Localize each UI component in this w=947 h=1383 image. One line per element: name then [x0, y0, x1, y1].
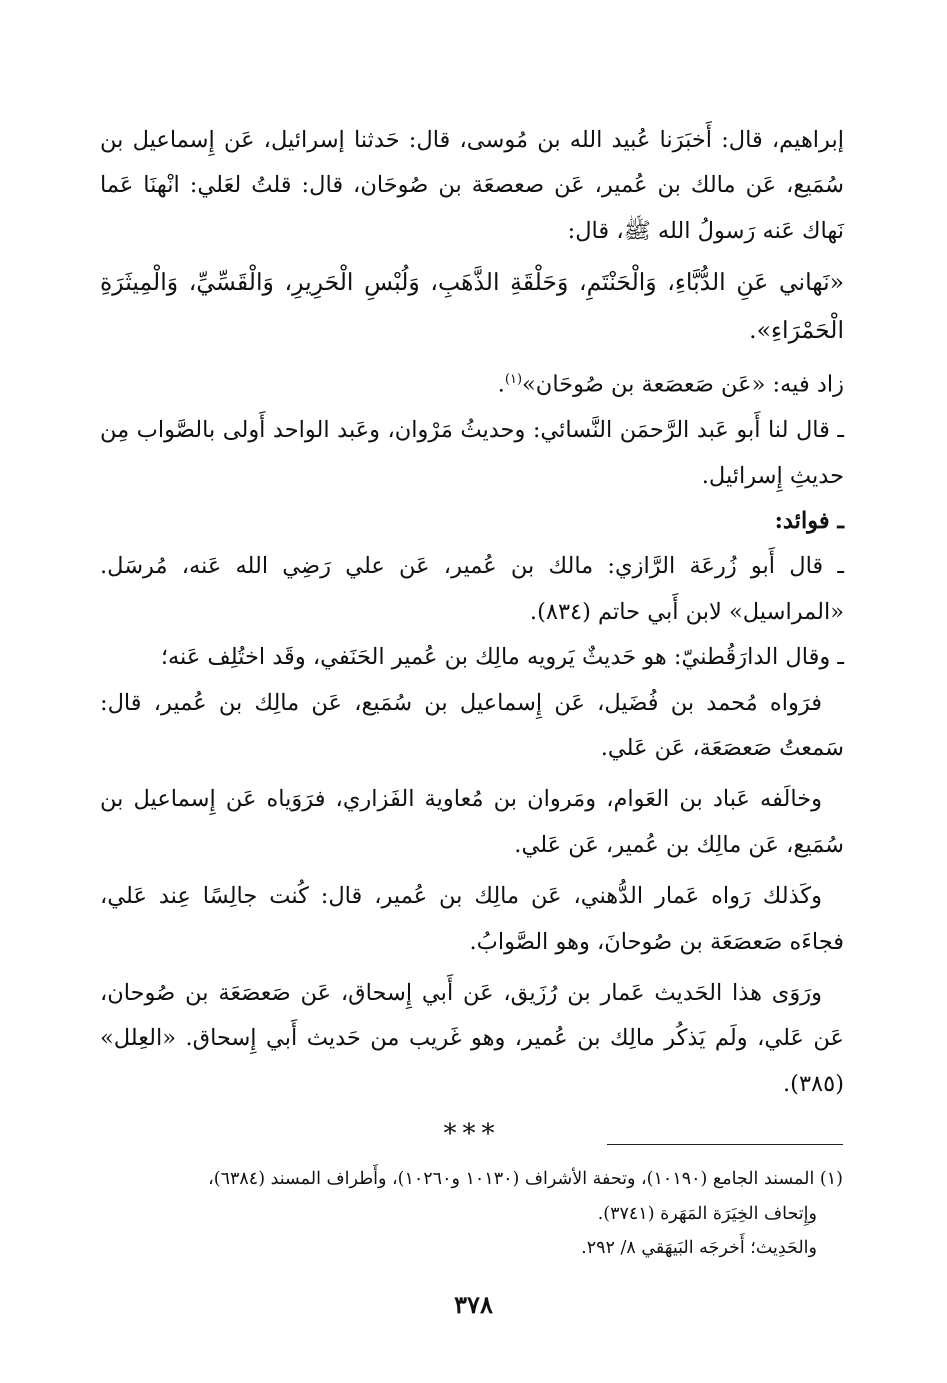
section-separator-stars: *** — [443, 1119, 501, 1150]
page-number: ٣٧٨ — [454, 1290, 493, 1319]
paragraph-nasai: ـ قال لنا أَبو عَبد الرَّحمَن النَّسائي: وحديثُ مَرْوان، وعَبد الواحد أَولى بالصَّواب مِن حديثِ إِسرائيل. — [100, 417, 844, 489]
paragraph-rawa: ورَوَى هذا الحَديث عَمار بن رُزَيق، عَن أَبي إِسحاق، عَن صَعصَعَة بن صُوحان، عَن عَلي، ولَم يَذكُر مالِك بن عُمير، وهو غَريب من حَديث أَبي إِسحاق. «العِلل» (٣٨٥). — [100, 980, 844, 1097]
footnote-1-line-3: والحَدِيث؛ أَخرجَه البَيهَقي ٨/ ٢٩٢. — [581, 1238, 817, 1258]
footnote-divider — [607, 1144, 843, 1145]
footnote-1-line-2: وإِتحاف الخِيَرَة المَهَرة (٣٧٤١). — [597, 1203, 817, 1224]
footnotes — [100, 1162, 843, 1266]
paragraph-hadith-text: «نَهاني عَنِ الدُّبَّاءِ، وَالْحَنْتَمِ، وَحَلْقَةِ الذَّهَبِ، وَلُبْسِ الْحَرِيرِ، وَالْقَسِّيِّ، وَالْمِيثَرَةِ الْحَمْرَاءِ». — [100, 268, 844, 345]
section-heading-fawaid: ـ فوائد: — [774, 507, 844, 534]
paragraph-daraqutni: ـ وقال الدارَقُطنيّ: هو حَديثٌ يَرويه مالِك بن عُمير الحَنَفي، وقَد اختُلِف عَنه؛ — [160, 644, 844, 671]
paragraph-rawahu: فرَواه مُحمد بن فُضَيل، عَن إِسماعيل بن سُمَيع، عَن مالِك بن عُمير، قال: سَمعتُ صَعصَعَة، عَن عَلي. — [100, 689, 844, 761]
addition-text: زاد فيه: «عَن صَعصَعة بن صُوحَان» — [522, 371, 844, 398]
paragraph-khalafahu: وخالَفه عَباد بن العَوام، ومَروان بن مُعاوية الفَزاري، فرَوَياه عَن إِسماعيل بن سُمَيع، عَن مالِك بن عُمير، عَن عَلي. — [100, 786, 844, 858]
paragraph-isnad: إبراهيم، قال: أَخبَرَنا عُبيد الله بن مُوسى، قال: حَدثنا إسرائيل، عَن إِسماعيل بن سُمَيع، عَن مالك بن عُمير، عَن صعصعَة بن صُوحَان، قال: قلتُ لعَلي: انْهنَا عَما نَهاك عَنه رَسولُ الله ﷺ، قال: — [100, 127, 844, 244]
paragraph-abu-zura: ـ قال أَبو زُرعَة الرَّازي: مالك بن عُمير، عَن علي رَضِي الله عَنه، مُرسَل. «المراسيل» لابن أَبي حاتم (٨٣٤). — [100, 553, 844, 625]
paragraph-addition: زاد فيه: «عَن صَعصَعة بن صُوحَان»$^{(١)}$. — [497, 371, 844, 398]
paragraph-kadhalik: وكَذلك رَواه عَمار الدُّهني، عَن مالِك بن عُمير، قال: كُنت جالِسًا عِند عَلي، فجاءَه صَعصَعَة بن صُوحانَ، وهو الصَّوابُ. — [100, 883, 844, 955]
main-text — [100, 118, 844, 1149]
footnote-marker[interactable]: (١) — [504, 372, 523, 388]
footnote-1-line-1: (١) المسند الجامع (١٠١٩٠)، وتحفة الأشراف (١٠١٣٠ و١٠٢٦٠)، وأَطراف المسند (٦٣٨٤)، — [208, 1169, 843, 1189]
